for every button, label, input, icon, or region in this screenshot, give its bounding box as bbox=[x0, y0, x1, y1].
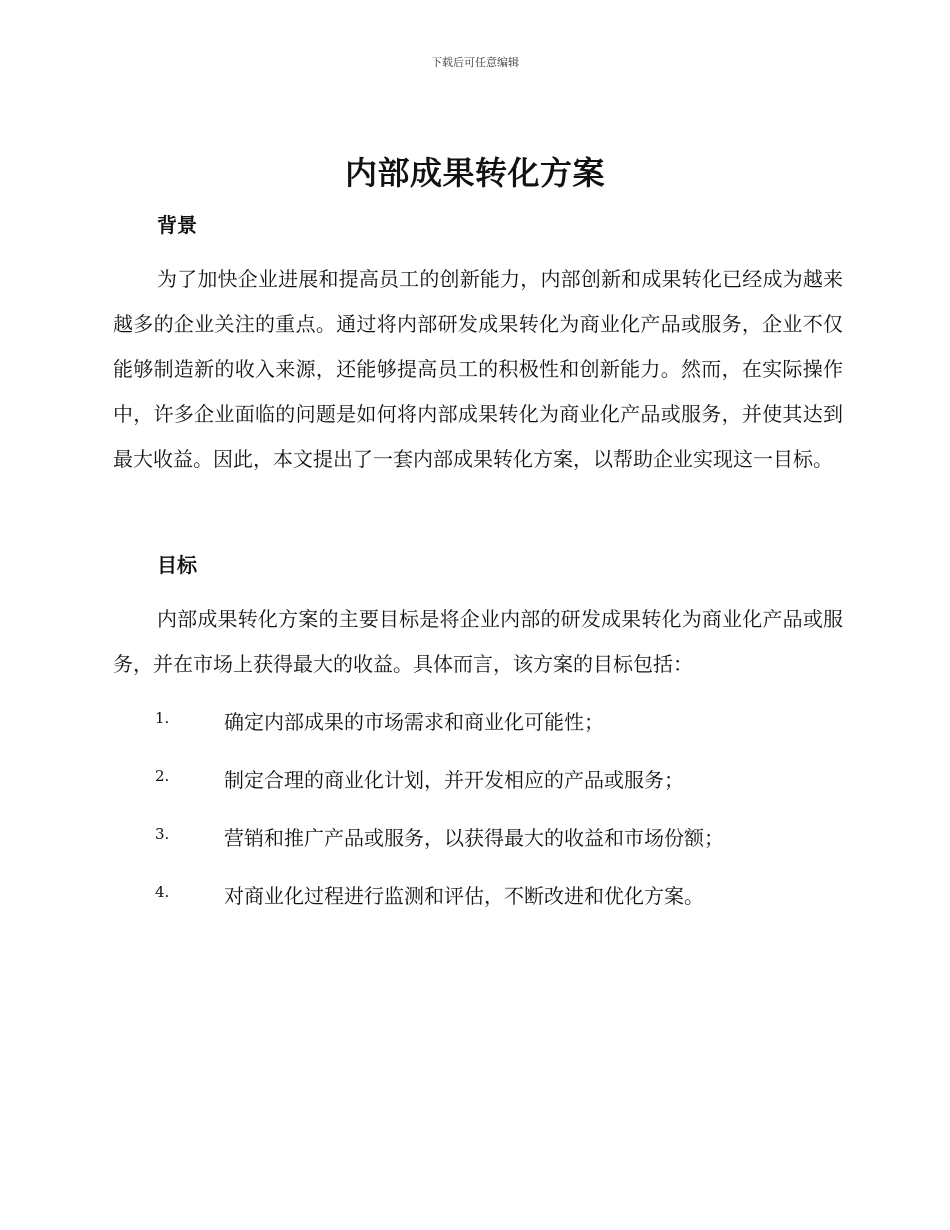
list-item-text: 制定合理的商业化计划，并开发相应的产品或服务； bbox=[224, 768, 684, 792]
list-item bbox=[155, 764, 855, 794]
list-item bbox=[155, 822, 855, 852]
goals-paragraph: 内部成果转化方案的主要目标是将企业内部的研发成果转化为商业化产品或服务，并在市场上获得最大的收益。具体而言，该方案的目标包括： bbox=[113, 607, 843, 676]
document-title: 内部成果转化方案 bbox=[344, 154, 605, 192]
list-item-text: 对商业化过程进行监测和评估，不断改进和优化方案。 bbox=[224, 884, 704, 908]
list-item-number: 4. bbox=[155, 883, 170, 901]
list-item-text: 确定内部成果的市场需求和商业化可能性； bbox=[224, 710, 604, 734]
list-item bbox=[155, 706, 855, 736]
list-item-number: 2. bbox=[155, 767, 170, 785]
section-heading-goals: 目标 bbox=[157, 553, 197, 577]
section-heading-background: 背景 bbox=[157, 213, 197, 237]
list-item-text: 营销和推广产品或服务，以获得最大的收益和市场份额； bbox=[224, 826, 724, 850]
list-item bbox=[155, 880, 855, 910]
page-header-note: 下载后可任意编辑 bbox=[431, 56, 519, 69]
list-item-number: 3. bbox=[155, 825, 170, 843]
background-paragraph: 为了加快企业进展和提高员工的创新能力，内部创新和成果转化已经成为越来越多的企业关注的重点。通过将内部研发成果转化为商业化产品或服务，企业不仅能够制造新的收入来源，还能够提高员工的积极性和创新能力。然而，在实际操作中，许多企业面临的问题是如何将内部成果转化为商业化产品或服务，并使其达到最大收益。因此，本文提出了一套内部成果转化方案，以帮助企业实现这一目标。 bbox=[113, 267, 843, 471]
list-item-number: 1. bbox=[155, 709, 170, 727]
